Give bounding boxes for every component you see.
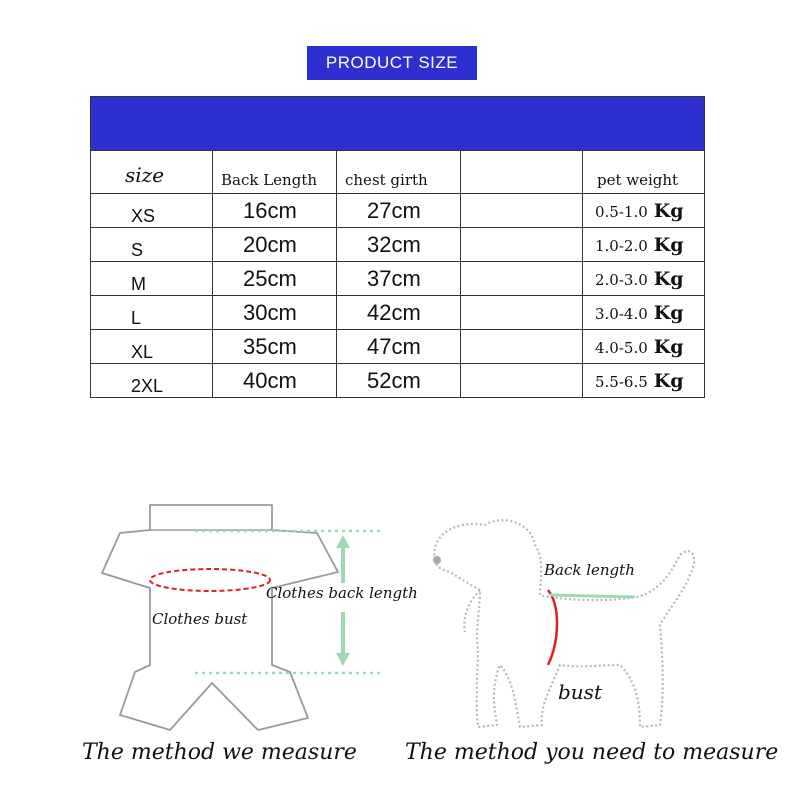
table-header-row <box>91 151 705 194</box>
table-row <box>91 194 705 228</box>
cell-pet-weight <box>583 296 705 330</box>
cell-pet-weight <box>583 330 705 364</box>
cell-pet-weight <box>583 262 705 296</box>
header-chest-girth: chest girth <box>337 151 461 194</box>
weight-unit: Kg <box>653 267 684 290</box>
weight-unit: Kg <box>653 233 684 256</box>
header-blank <box>461 151 583 194</box>
measurement-illustrations <box>0 470 800 740</box>
dog-nose-icon <box>433 556 441 564</box>
cell-back-length: 30cm <box>213 296 337 330</box>
cell-size: XS <box>91 194 213 228</box>
table-row <box>91 296 705 330</box>
banner-cell <box>91 97 705 151</box>
header-pet-weight: pet weight <box>583 151 705 194</box>
cell-back-length: 35cm <box>213 330 337 364</box>
product-size-title: PRODUCT SIZE <box>307 46 477 80</box>
clothes-bust-label: Clothes bust <box>152 610 248 628</box>
header-back-length: Back Length <box>213 151 337 194</box>
cell-back-length: 40cm <box>213 364 337 398</box>
cell-size: 2XL <box>91 364 213 398</box>
cell-blank <box>461 330 583 364</box>
cell-chest-girth: 27cm <box>337 194 461 228</box>
cell-blank <box>461 194 583 228</box>
cell-size: S <box>91 228 213 262</box>
weight-range: 4.0-5.0 <box>595 338 648 357</box>
header-size: size <box>91 151 213 194</box>
weight-range: 2.0-3.0 <box>595 270 648 289</box>
cell-size: XL <box>91 330 213 364</box>
left-caption: The method we measure <box>82 740 357 765</box>
right-caption: The method you need to measure <box>405 740 779 765</box>
cell-back-length: 25cm <box>213 262 337 296</box>
cell-blank <box>461 364 583 398</box>
weight-unit: Kg <box>653 199 684 222</box>
table-row <box>91 228 705 262</box>
cell-chest-girth: 37cm <box>337 262 461 296</box>
weight-range: 3.0-4.0 <box>595 304 648 323</box>
cell-chest-girth: 52cm <box>337 364 461 398</box>
cell-blank <box>461 296 583 330</box>
dog-bust-label: bust <box>558 680 602 704</box>
cell-pet-weight <box>583 364 705 398</box>
weight-range: 1.0-2.0 <box>595 236 648 255</box>
weight-unit: Kg <box>653 335 684 358</box>
cell-size: L <box>91 296 213 330</box>
table-row <box>91 262 705 296</box>
dog-back-length-label: Back length <box>544 561 635 579</box>
size-chart-table <box>90 96 705 398</box>
weight-range: 0.5-1.0 <box>595 202 648 221</box>
cell-chest-girth: 47cm <box>337 330 461 364</box>
table-banner <box>91 97 705 151</box>
weight-unit: Kg <box>653 301 684 324</box>
cell-pet-weight <box>583 194 705 228</box>
cell-chest-girth: 32cm <box>337 228 461 262</box>
cell-back-length: 20cm <box>213 228 337 262</box>
weight-unit: Kg <box>653 369 684 392</box>
table-row <box>91 330 705 364</box>
dog-bust-line <box>548 590 557 665</box>
weight-range: 5.5-6.5 <box>595 372 648 391</box>
cell-blank <box>461 228 583 262</box>
cell-size: M <box>91 262 213 296</box>
cell-back-length: 16cm <box>213 194 337 228</box>
cell-chest-girth: 42cm <box>337 296 461 330</box>
cell-blank <box>461 262 583 296</box>
table-row <box>91 364 705 398</box>
cell-pet-weight <box>583 228 705 262</box>
dog-back-length-line <box>550 595 635 597</box>
clothes-back-length-label: Clothes back length <box>266 584 418 602</box>
